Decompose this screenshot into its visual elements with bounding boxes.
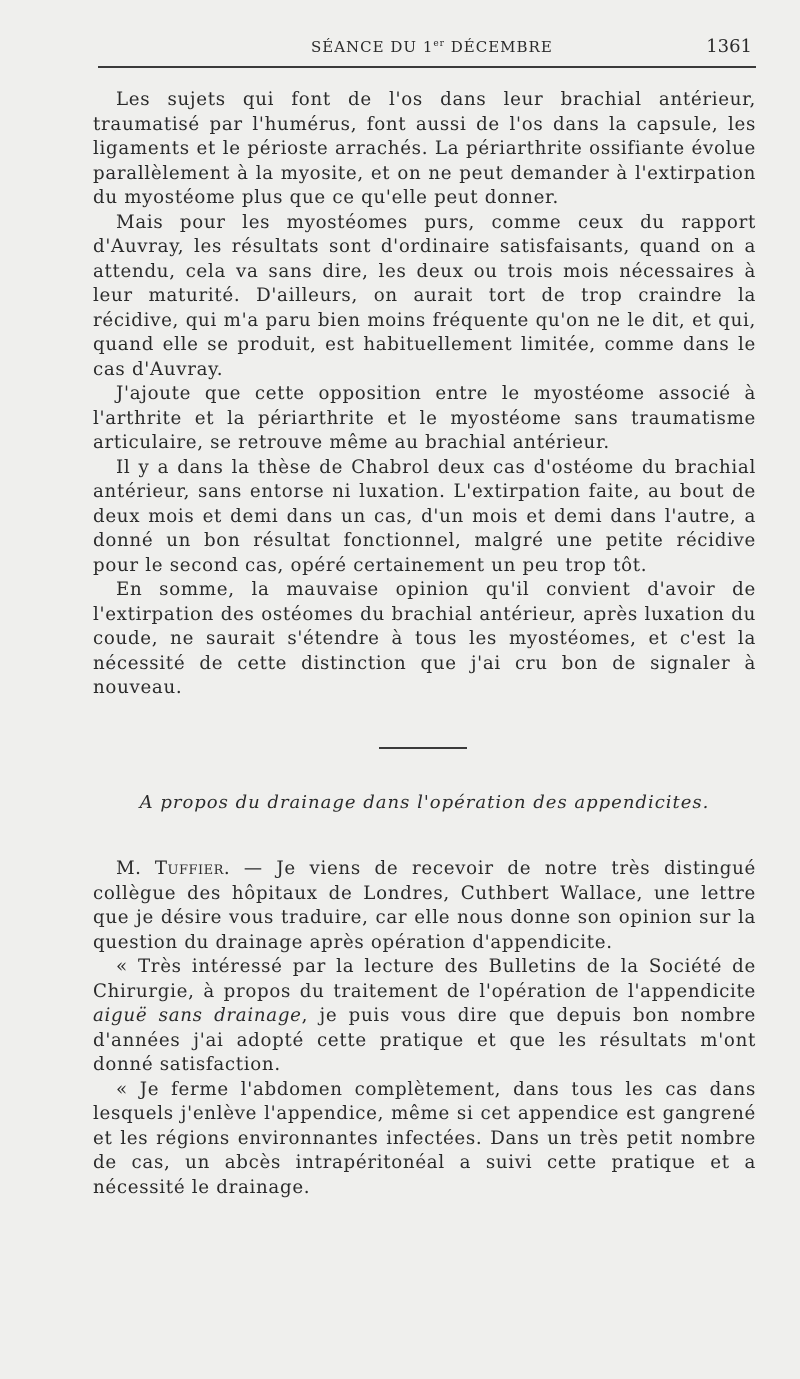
- body-text: [93, 88, 756, 1200]
- running-title: SÉANCE DU 1er DÉCEMBRE: [311, 38, 553, 56]
- page-number: 1361: [706, 36, 752, 57]
- paragraph-letter: « Très intéressé par la lecture des Bulletins de la Société de Chirurgie, à propos du traitement de l'opération de l'appendicite aiguë sans drainage, je puis vous dire que depuis bon nombre d'années j'ai adopté cette pratique et que les résultats m'ont donné satisfaction.: [93, 956, 756, 1075]
- section-divider: [379, 747, 467, 749]
- running-head: [93, 36, 756, 66]
- paragraph-speaker: [93, 857, 756, 955]
- paragraph: En somme, la mauvaise opinion qu'il convient d'avoir de l'extirpation des ostéomes du brachial antérieur, après luxation du coude, ne saurait s'étendre à tous les myostéomes, et c'est la nécessité de cette distinction que j'ai cru bon de signaler à nouveau.: [93, 579, 756, 698]
- paragraph: J'ajoute que cette opposition entre le myostéome associé à l'arthrite et la périarthrite et le myostéome sans traumatisme articulaire, se retrouve même au brachial antérieur.: [93, 383, 756, 453]
- italic-phrase: aiguë sans drainage: [93, 1005, 302, 1026]
- paragraph: Mais pour les myostéomes purs, comme ceux du rapport d'Auvray, les résultats sont d'ordinaire satisfaisants, quand on a attendu, cela va sans dire, les deux ou trois mois nécessaires à leur maturité. D'ailleurs, on aurait tort de trop craindre la récidive, qui m'a paru bien moins fréquente qu'on ne le dit, et qui, quand elle se produit, est habituellement limitée, comme dans le cas d'Auvray.: [93, 211, 756, 380]
- section-title: A propos du drainage dans l'opération des appendicites.: [139, 791, 710, 813]
- paragraph-letter: « Je ferme l'abdomen complètement, dans tous les cas dans lesquels j'enlève l'appendice, même si cet appendice est gangrené et les régions environnantes infectées. Dans un très petit nombre de cas, un abcès intrapéritonéal a suivi cette pratique et a nécessité le drainage.: [93, 1078, 756, 1198]
- paragraph: Les sujets qui font de l'os dans leur brachial antérieur, traumatisé par l'humérus, font aussi de l'os dans la capsule, les ligaments et le périoste arrachés. La périarthrite ossifiante évolue parallèlement à la myosite, et on ne peut demander à l'extirpation du myostéome plus que ce qu'elle peut donner.: [93, 89, 756, 208]
- speaker-name: M. Tuffier.: [116, 858, 231, 879]
- header-rule: [98, 66, 756, 68]
- speaker-text: — Je viens de recevoir de notre très distingué collègue des hôpitaux de Londres, Cuthbert Wallace, une lettre que je désire vous traduire, car elle nous donne son opinion sur la question du drainage après opération d'appendicite.: [93, 858, 757, 953]
- document-page: [93, 36, 756, 1200]
- paragraph: Il y a dans la thèse de Chabrol deux cas d'ostéome du brachial antérieur, sans entorse ni luxation. L'extirpation faite, au bout de deux mois et demi dans un cas, d'un mois et demi dans l'autre, a donné un bon résultat fonctionnel, malgré une petite récidive pour le second cas, opéré certainement un peu trop tôt.: [93, 456, 756, 576]
